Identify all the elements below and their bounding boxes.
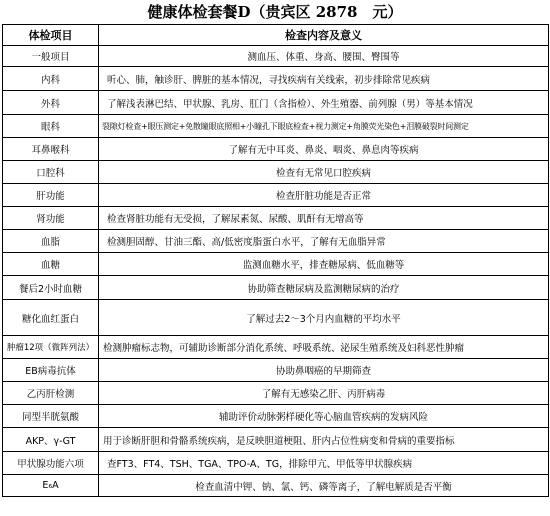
- header-content: 检查内容及意义: [99, 25, 549, 46]
- page-title: 健康体检套餐D（贵宾区 2878 元）: [147, 3, 403, 21]
- row-content: 了解有无中耳炎、鼻炎、咽炎、鼻息肉等疾病: [99, 138, 549, 161]
- row-item: AKP、γ-GT: [3, 428, 99, 452]
- row-content: 了解有无感染乙肝、丙肝病毒: [99, 382, 549, 405]
- row-item: 肿瘤12项（微阵列法）: [3, 336, 99, 359]
- table-row: [3, 359, 549, 382]
- row-content: 检测胆固醇、甘油三酯、高/低密度脂蛋白水平，了解有无血脂异常: [99, 230, 549, 253]
- table-row: [3, 428, 549, 452]
- row-content: 查FT3、FT4、TSH、TGA、TPO-A、TG，排除甲亢、甲低等甲状腺疾病: [99, 452, 549, 475]
- row-item: 内科: [3, 67, 99, 91]
- row-content: 用于诊断肝胆和骨骼系统疾病，是反映胆道梗阻、肝内占位性病变和骨病的重要指标: [99, 428, 549, 452]
- row-content: 了解浅表淋巴结、甲状腺、乳房、肛门（含指检）、外生殖器、前列腺（男）等基本情况: [99, 91, 549, 115]
- row-item: 肝功能: [3, 184, 99, 207]
- row-item: 血糖: [3, 253, 99, 276]
- row-item: 糖化血红蛋白: [3, 300, 99, 336]
- table-row: [3, 452, 549, 475]
- row-item: 口腔科: [3, 161, 99, 184]
- row-content: 辅助评价动脉粥样硬化等心脑血管疾病的发病风险: [99, 405, 549, 428]
- table-row: [3, 300, 549, 336]
- row-content: 检查血清中钾、钠、氯、钙、磷等离子，了解电解质是否平衡: [99, 475, 549, 497]
- table-row: [3, 46, 549, 67]
- row-content: 检查肝脏功能是否正常: [99, 184, 549, 207]
- table-row: [3, 161, 549, 184]
- row-item: 餐后2小时血糖: [3, 276, 99, 300]
- table-row: [3, 405, 549, 428]
- table-row: [3, 91, 549, 115]
- row-item: 甲状腺功能六项: [3, 452, 99, 475]
- row-item: E₆A: [3, 475, 99, 497]
- row-content: 了解过去2～3个月内血糖的平均水平: [99, 300, 549, 336]
- table-row: [3, 276, 549, 300]
- row-item: 同型半胱氨酸: [3, 405, 99, 428]
- row-item: 肾功能: [3, 207, 99, 230]
- table-row: [3, 67, 549, 91]
- row-content: 检查有无常见口腔疾病: [99, 161, 549, 184]
- row-content: 裂隙灯检查+眼压测定+免散瞳眼底照相+小瞳孔下眼底检查+视力测定+角膜荧光染色+泪膜破裂时间测定: [99, 115, 549, 138]
- table-row: [3, 253, 549, 276]
- table-row: [3, 230, 549, 253]
- row-item: 一般项目: [3, 46, 99, 67]
- checkup-table: [2, 24, 549, 497]
- table-row: [3, 138, 549, 161]
- table-row: [3, 184, 549, 207]
- row-content: 检测肿瘤标志物，可辅助诊断部分消化系统、呼吸系统、泌尿生殖系统及妇科恶性肿瘤: [99, 336, 549, 359]
- table-header-row: [3, 25, 549, 46]
- row-content: 听心、肺，触诊肝、脾脏的基本情况，寻找疾病有关线索，初步排除常见疾病: [99, 67, 549, 91]
- row-item: 耳鼻喉科: [3, 138, 99, 161]
- row-item: 乙丙肝检测: [3, 382, 99, 405]
- table-row: [3, 207, 549, 230]
- row-content: 检查肾脏功能有无受损，了解尿素氮、尿酸、肌酐有无增高等: [99, 207, 549, 230]
- row-item: 眼科: [3, 115, 99, 138]
- row-item: EB病毒抗体: [3, 359, 99, 382]
- row-item: 血脂: [3, 230, 99, 253]
- row-content: 监测血糖水平，排查糖尿病、低血糖等: [99, 253, 549, 276]
- row-content: 协助筛查糖尿病及监测糖尿病的治疗: [99, 276, 549, 300]
- table-row: [3, 382, 549, 405]
- row-content: 测血压、体重、身高、腰围、臀围等: [99, 46, 549, 67]
- row-content: 协助鼻咽癌的早期筛查: [99, 359, 549, 382]
- table-row: [3, 115, 549, 138]
- header-item: 体检项目: [3, 25, 99, 46]
- table-row: [3, 336, 549, 359]
- table-row: [3, 475, 549, 497]
- row-item: 外科: [3, 91, 99, 115]
